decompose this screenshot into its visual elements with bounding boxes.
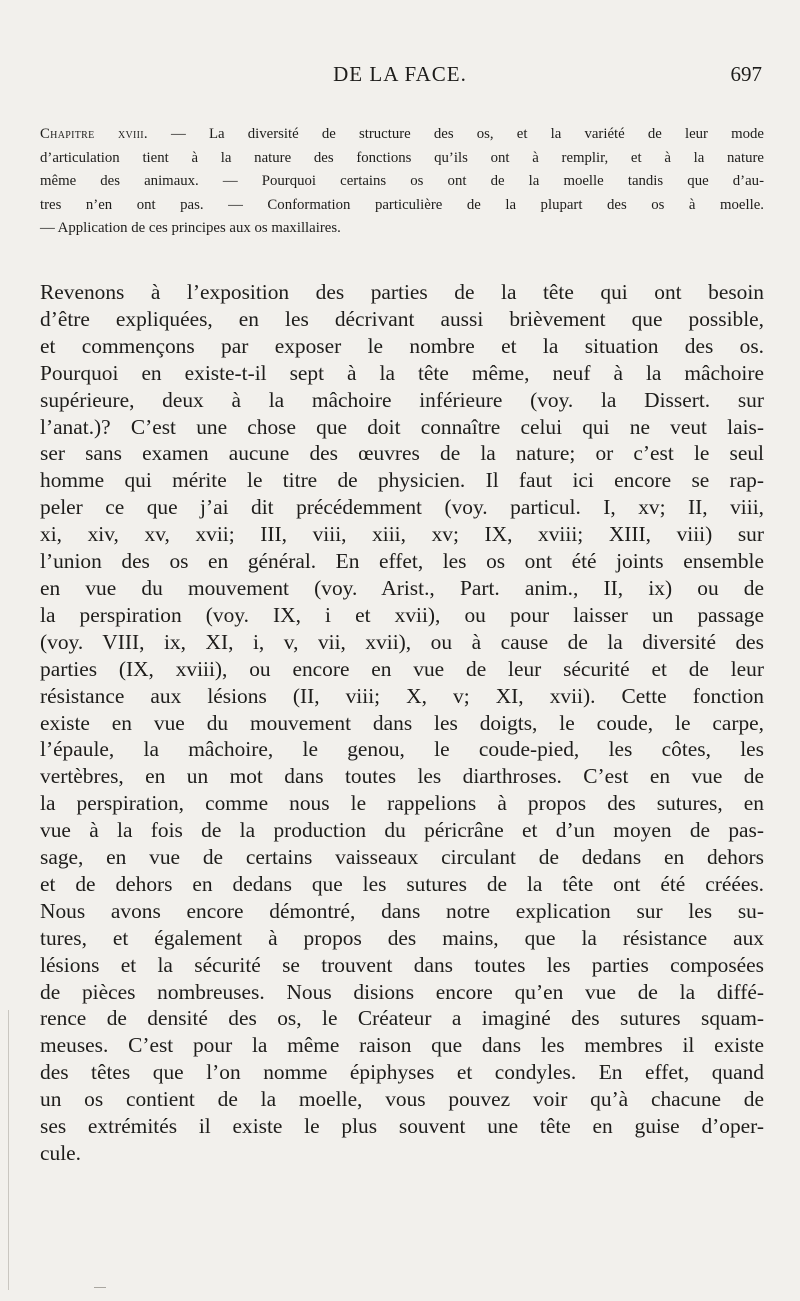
body-line: l’union des os en général. En effet, les os ont été joints ensemble (40, 549, 764, 574)
body-line: la perspiration, comme nous le rappelions à propos des sutures, en (40, 791, 764, 816)
chapter-label: Chapitre xviii. (40, 126, 148, 142)
body-line: (voy. VIII, ix, XI, i, v, vii, xvii), ou à cause de la diversité des (40, 629, 764, 654)
body-line: existe en vue du mouvement dans les doigts, le coude, le carpe, (40, 710, 764, 735)
body-paragraph (40, 279, 764, 1167)
body-line: xi, xiv, xv, xvii; III, viii, xiii, xv; IX, xviii; XIII, viii) sur (40, 522, 764, 547)
body-line: et commençons par exposer le nombre et la situation des os. (40, 333, 764, 358)
body-line: en vue du mouvement (voy. Arist., Part. anim., II, ix) ou de (40, 575, 764, 600)
body-line: homme qui mérite le titre de physicien. Il faut ici encore se rap- (40, 468, 764, 493)
body-line: résistance aux lésions (II, viii; X, v; XI, xvii). Cette fonction (40, 683, 764, 708)
body-line: l’anat.)? C’est une chose que doit connaître celui qui ne veut lais- (40, 414, 764, 439)
body-line: parties (IX, xviii), ou encore en vue de leur sécurité et de leur (40, 656, 764, 681)
gutter-shadow-line (8, 1010, 9, 1290)
body-line: un os contient de la moelle, vous pouvez voir qu’à chacune de (40, 1087, 764, 1112)
body-line: lésions et la sécurité se trouvent dans toutes les parties composées (40, 952, 764, 977)
summary-line: d’articulation tient à la nature des fonctions qu’ils ont à remplir, et à la nature (40, 149, 764, 166)
page-header (0, 62, 800, 92)
body-line: tures, et également à propos des mains, que la résistance aux (40, 925, 764, 950)
body-line: l’épaule, la mâchoire, le genou, le coude-pied, les côtes, les (40, 737, 764, 762)
body-line: Nous avons encore démontré, dans notre explication sur les su- (40, 898, 764, 923)
body-line: meuses. C’est pour la même raison que dans les membres il existe (40, 1033, 764, 1058)
body-line: rence de densité des os, le Créateur a imaginé des sutures squam- (40, 1006, 764, 1031)
summary-line: — Application de ces principes aux os maxillaires. (40, 220, 341, 236)
body-line: peler ce que j’ai dit précédemment (voy. particul. I, xv; II, viii, (40, 495, 764, 520)
body-line: et de dehors en dedans que les sutures de la tête ont été créées. (40, 871, 764, 896)
body-line: Revenons à l’exposition des parties de la tête qui ont besoin (40, 280, 764, 304)
body-line: vue à la fois de la production du péricrâne et d’un moyen de pas- (40, 818, 764, 843)
summary-line: tres n’en ont pas. — Conformation particulière de la plupart des os à moelle. (40, 196, 764, 213)
body-line: supérieure, deux à la mâchoire inférieure (voy. la Dissert. sur (40, 387, 764, 412)
body-line: ser sans examen aucune des œuvres de la nature; or c’est le seul (40, 441, 764, 466)
page-mark (94, 1287, 106, 1288)
body-line: des têtes que l’on nomme épiphyses et condyles. En effet, quand (40, 1060, 764, 1085)
running-title: DE LA FACE. (333, 62, 467, 86)
summary-line (40, 123, 764, 147)
summary-line-text: — La diversité de structure des os, et la variété de leur mode (147, 126, 764, 142)
body-line: de pièces nombreuses. Nous disions encore qu’en vue de la diffé- (40, 979, 764, 1004)
chapter-summary (40, 123, 764, 241)
summary-line: même des animaux. — Pourquoi certains os ont de la moelle tandis que d’au- (40, 173, 764, 189)
body-line: ses extrémités il existe le plus souvent une tête en guise d’oper- (40, 1114, 764, 1139)
body-line: cule. (40, 1141, 81, 1165)
body-line: vertèbres, en un mot dans toutes les diarthroses. C’est en vue de (40, 764, 764, 789)
body-line: la perspiration (voy. IX, i et xvii), ou pour laisser un passage (40, 602, 764, 627)
page-number: 697 (730, 62, 762, 86)
body-line: sage, en vue de certains vaisseaux circulant de dedans en dehors (40, 845, 764, 870)
body-line: Pourquoi en existe-t-il sept à la tête même, neuf à la mâchoire (40, 360, 764, 385)
body-line: d’être expliquées, en les décrivant aussi brièvement que possible, (40, 306, 764, 331)
